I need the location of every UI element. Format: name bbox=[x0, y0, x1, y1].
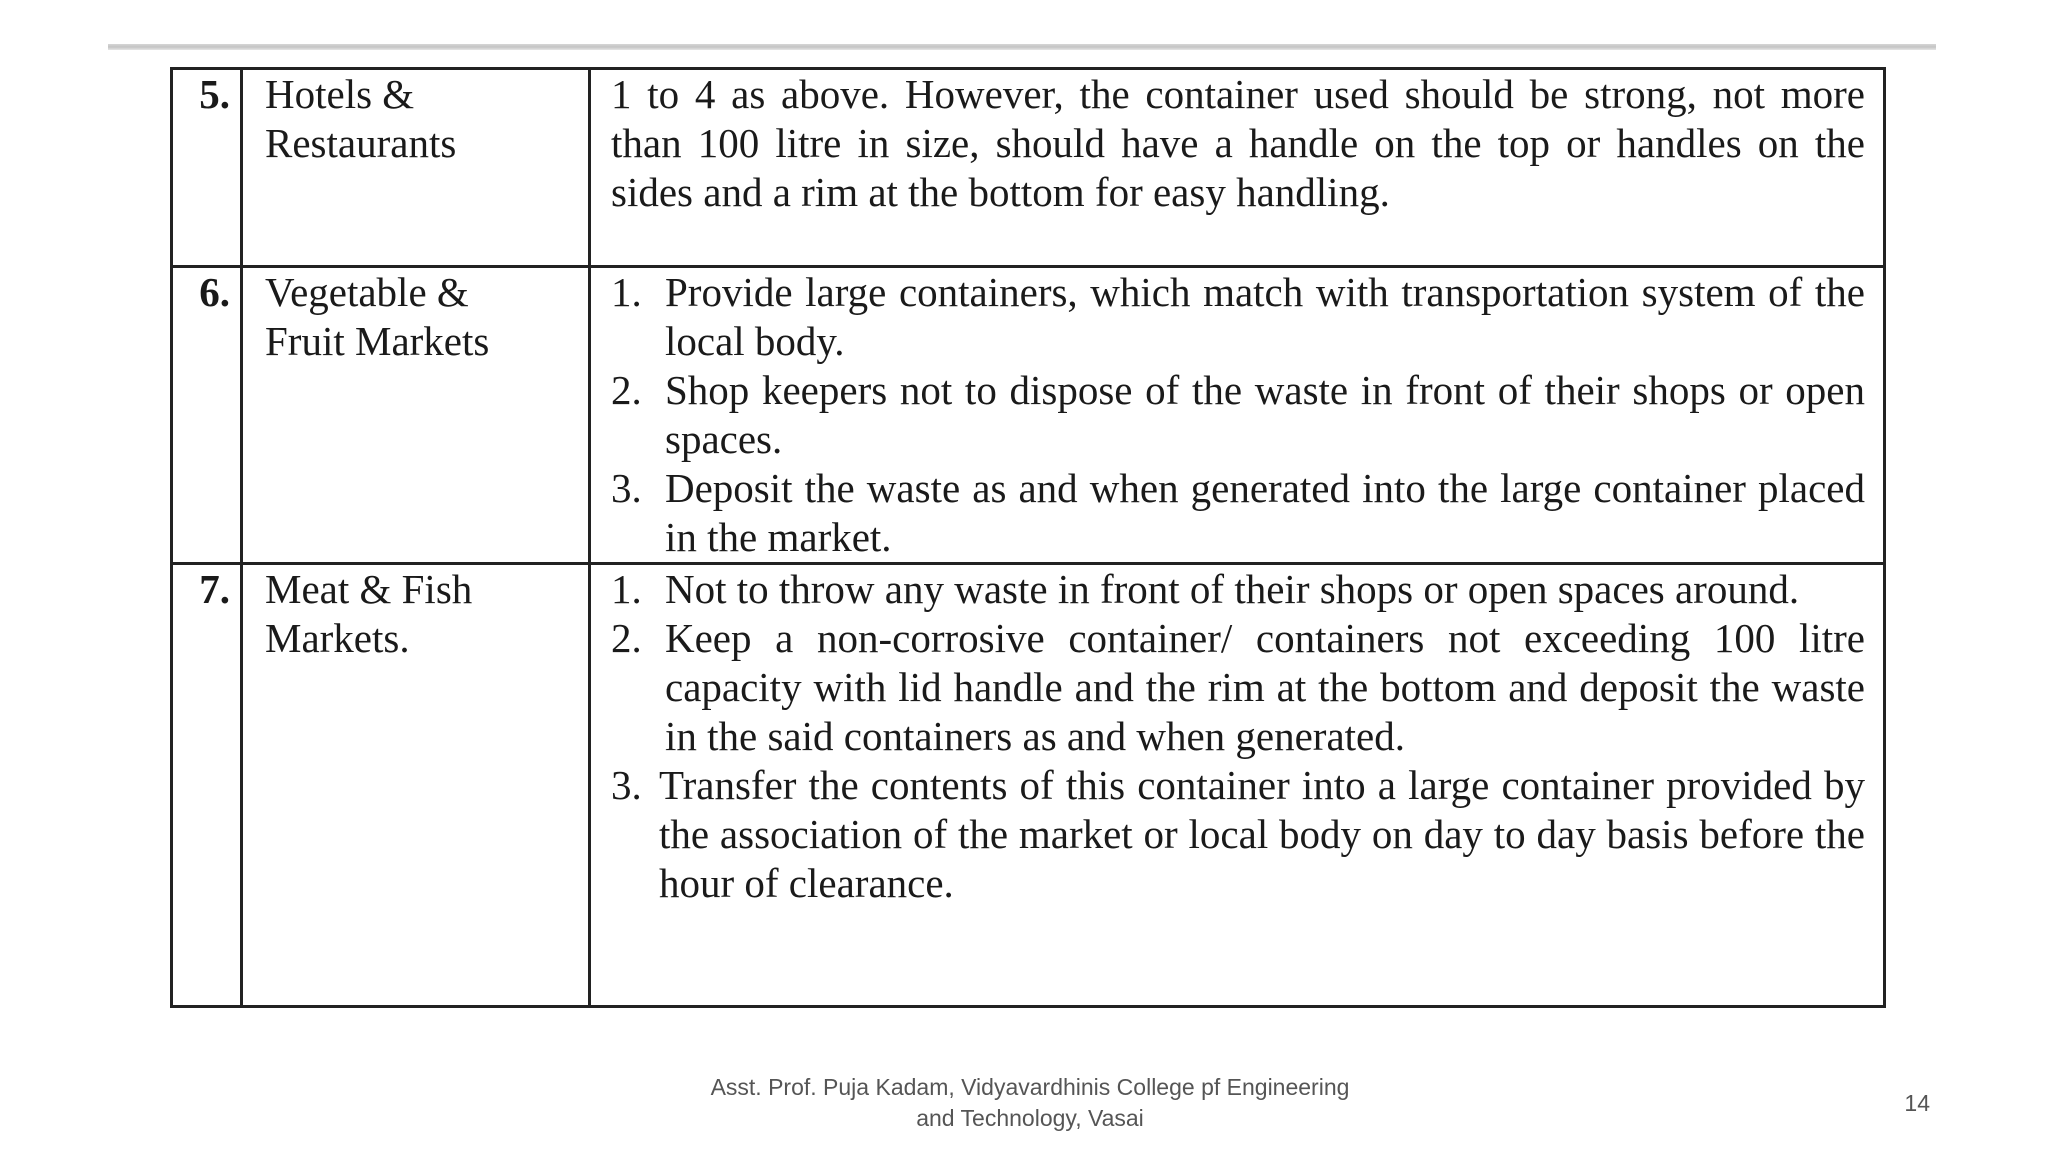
list-item-number: 3. bbox=[611, 762, 642, 808]
requirement-cell bbox=[590, 267, 1885, 564]
list-item-text: Provide large containers, which match with transportation system of the local body. bbox=[665, 269, 1865, 364]
requirement-list bbox=[611, 565, 1865, 908]
category-cell bbox=[242, 69, 590, 267]
category-line: Hotels & bbox=[265, 71, 415, 117]
footer-line: Asst. Prof. Puja Kadam, Vidyavardhinis College pf Engineering bbox=[710, 1074, 1350, 1100]
list-item-text: Not to throw any waste in front of their shops or open spaces around. bbox=[665, 566, 1800, 612]
list-item-number: 1. bbox=[611, 566, 642, 612]
list-item bbox=[611, 268, 1865, 366]
list-item-number: 3. bbox=[611, 465, 642, 511]
list-item-number: 2. bbox=[611, 615, 642, 661]
category-cell bbox=[242, 267, 590, 564]
list-item-text: Shop keepers not to dispose of the waste in front of their shops or open spaces. bbox=[665, 367, 1865, 462]
list-item bbox=[611, 366, 1865, 464]
list-item bbox=[611, 565, 1865, 614]
row-number: 6. bbox=[172, 267, 242, 564]
requirement-cell bbox=[590, 564, 1885, 1007]
table-row bbox=[172, 564, 1885, 1007]
list-item bbox=[611, 464, 1865, 562]
requirement-cell bbox=[590, 69, 1885, 267]
table-row bbox=[172, 267, 1885, 564]
category-line: Meat & Fish bbox=[265, 566, 473, 612]
slide-top-rule bbox=[108, 44, 1936, 50]
page-number: 14 bbox=[1904, 1090, 1930, 1116]
category-line: Vegetable & bbox=[265, 269, 469, 315]
category-line: Fruit Markets bbox=[265, 318, 490, 364]
row-number: 5. bbox=[172, 69, 242, 267]
list-item-number: 1. bbox=[611, 269, 642, 315]
list-item bbox=[611, 761, 1865, 908]
category-line: Restaurants bbox=[265, 120, 457, 166]
list-item-text: Transfer the contents of this container into a large container provided by the association of the market or local body on day to day basis before the hour of clearance. bbox=[659, 762, 1865, 906]
waste-guidelines-table bbox=[170, 67, 1886, 1008]
requirement-text: 1 to 4 as above. However, the container used should be strong, not more than 100 litre in size, should have a handle on the top or handles on the sides and a rim at the bottom for easy handling. bbox=[611, 71, 1865, 215]
slide-footer bbox=[640, 1072, 1420, 1134]
list-item-text: Deposit the waste as and when generated into the large container placed in the market. bbox=[665, 465, 1865, 560]
row-number: 7. bbox=[172, 564, 242, 1007]
table-row bbox=[172, 69, 1885, 267]
list-item bbox=[611, 614, 1865, 761]
footer-line: and Technology, Vasai bbox=[916, 1105, 1144, 1131]
category-line: Markets. bbox=[265, 615, 410, 661]
category-cell bbox=[242, 564, 590, 1007]
list-item-number: 2. bbox=[611, 367, 642, 413]
list-item-text: Keep a non-corrosive container/ containers not exceeding 100 litre capacity with lid handle and the rim at the bottom and deposit the waste in the said containers as and when generated. bbox=[665, 615, 1865, 759]
requirement-list bbox=[611, 268, 1865, 562]
